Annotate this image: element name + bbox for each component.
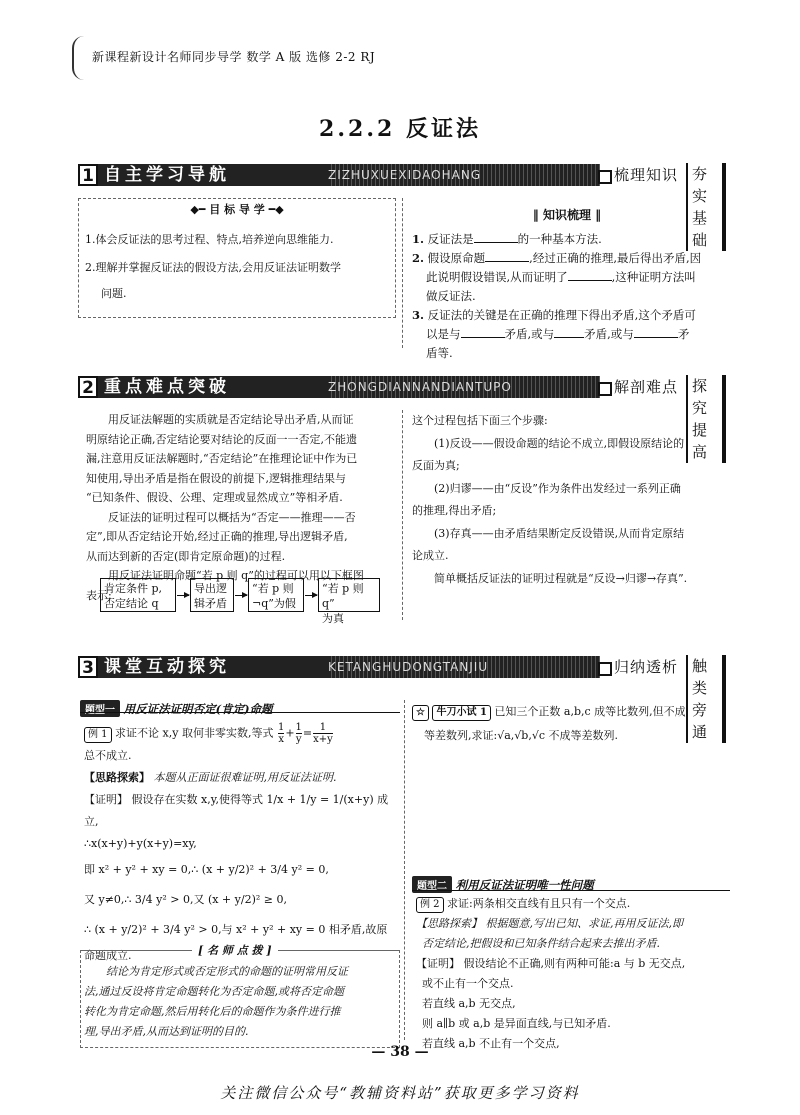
section-banner-2 — [78, 376, 726, 461]
header-brace — [72, 36, 84, 80]
tips-title: [ 名 师 点 拨 ] — [192, 942, 278, 958]
section-tag2: 触类旁通 — [686, 655, 726, 743]
type2-heading: 题型二 利用反证法证明唯一性问题 — [412, 876, 594, 893]
section-label: 课堂互动探究 — [104, 656, 238, 678]
square-icon — [598, 662, 612, 676]
column-divider — [404, 700, 405, 1040]
section-label: 自主学习导航 — [104, 164, 238, 186]
section-pinyin: KETANGHUDONGTANJIU — [328, 660, 489, 674]
flow-box-1: 肯定条件 p, 否定结论 q — [100, 578, 176, 612]
section-tag1: 梳理知识 — [614, 166, 679, 184]
goal-item: 问题. — [101, 287, 127, 300]
section-tag1: 解剖难点 — [614, 378, 679, 396]
example1: 例 1 求证不论 x,y 取何非零实数,等式 $\frac{1}{x}$ + $\frac{1}{y}$ = $\frac{1}{x+y}$ 总不成立. 【思路探索】 本题从正面证很难证明,用反证法证明. 【证明】 假设存在实数 x,y,使得等式 1/x + 1/y = 1/(x+y) 成立, ∴x(x+y)+y(x+y)=xy, 即 x² + y² + xy = 0,∴ (x + y/2)² + 3/4 y² = 0, 又 y≠0,∴ 3/4 y² > 0,又 (x + y/2)² ≥ 0, ∴ (x + y/2)² + 3/4 y² > 0,与 x² + y² + xy = 0 相矛盾,故原 命题成立. — [84, 722, 389, 962]
flow-box-2: 导出逻 辑矛盾 — [190, 578, 234, 612]
column-divider — [402, 410, 403, 620]
arrow-icon — [235, 595, 247, 596]
section-label: 重点难点突破 — [104, 376, 238, 398]
goal-item: 1.体会反证法的思考过程、特点,培养逆向思维能力. — [85, 233, 334, 246]
square-icon — [598, 382, 612, 396]
tips-text: 结论为肯定形式或否定形式的命题的证明常用反证 法,通过反设将肯定命题转化为否定命题,或将否定命题 转化为肯定命题,然后用转化后的命题作为条件进行推 理,导出矛盾,从而达到证明的目的. — [84, 965, 348, 1038]
knowledge-list: 1. 反证法是 的一种基本方法. 2. 假设原命题 ,经过正确的推理,最后得出矛盾,因 此说明假设错误,从而证明了 ,这种证明方法叫 做反证法. 3. 反证法的关键是在正确的推理下得出矛盾,这个矛盾可 以是与 矛盾,或与 矛盾,或与 矛 盾等. — [412, 232, 702, 360]
arrow-icon — [177, 595, 189, 596]
flow-box-4: “若 p 则 q” 为真 — [318, 578, 380, 612]
arrow-icon — [305, 595, 317, 596]
running-header: 新课程新设计名师同步导学 数学 A 版 选修 2-2 RJ — [92, 50, 376, 64]
page-number: — 38 — — [371, 1044, 429, 1060]
section-number: 2 — [78, 376, 98, 398]
divider — [80, 712, 400, 713]
knowledge-title: ‖ 知识梳理 ‖ — [532, 208, 602, 222]
section-tag2: 夯实基础 — [686, 163, 726, 251]
footer-text: 关注微信公众号“教辅资料站”获取更多学习资料 — [220, 1084, 580, 1102]
goal-item: 2.理解并掌握反证法的假设方法,会用反证法证明数学 — [85, 261, 341, 274]
square-icon — [598, 170, 612, 184]
section-pinyin: ZIZHUXUEXIDAOHANG — [328, 168, 482, 182]
sec2-right-text: 这个过程包括下面三个步骤: (1)反设——假设命题的结论不成立,即假设原结论的 反面为真; (2)归谬——由“反设”作为条件出发经过一系列正确 的推理,得出矛盾; (3)存真——由矛盾结果断定反设错误,从而肯定原结 论成立. 简单概括反证法的证明过程就是“反设→归谬→存真”. — [412, 414, 688, 585]
page-title: 2.2.2 反证法 — [319, 116, 481, 142]
try1: ☆ 牛刀小试 1 已知三个正数 a,b,c 成等比数列,但不成 等差数列,求证:√a,√b,√c 不成等差数列. — [412, 700, 730, 748]
example2: 例 2 求证:两条相交直线有且只有一个交点. 【思路探索】 根据题意,写出已知、求证,再用反证法,即 否定结论,把假设和已知条件结合起来去推出矛盾. 【证明】 假设结论不正确,则有两种可能:a 与 b 无交点, 或不止有一个交点. 若直线 a,b 无交点, 则 a∥b 或 a,b 是异面直线,与已知矛盾. 若直线 a,b 不止有一个交点, — [416, 897, 686, 1050]
section-number: 1 — [78, 164, 98, 186]
section-number: 3 — [78, 656, 98, 678]
goals-title: ◆━ 目 标 导 学 ━◆ — [190, 203, 284, 216]
star-icon: ☆ — [412, 705, 429, 721]
section-tag2: 探究提高 — [686, 375, 726, 463]
flow-box-3: “若 p 则 ¬q”为假 — [248, 578, 304, 612]
divider — [412, 890, 730, 891]
sec2-left-text: 用反证法解题的实质就是否定结论导出矛盾,从而证 明原结论正确,否定结论要对结论的反面一一否定,不能遗 漏,注意用反证法解题时,“否定结论”在推理论证中作为已 知使用,导出矛盾是指在假设的前提下,逻辑推理结果与 “已知条件、假设、公理、定理或显然成立”等相矛盾. 反证法的证明过程可以概括为“否定——推理——否 定”,即从否定结论开始,经过正确的推理,导出逻辑矛盾, 从而达到新的否定(即肯定原命题)的过程. 用反证法证明命题“若 p 则 q”的过程可以用以下框图 表示: — [86, 413, 364, 602]
type1-heading: 题型一 用反证法证明否定(肯定)命题 — [80, 700, 273, 717]
section-pinyin: ZHONGDIANNANDIANTUPO — [328, 380, 512, 394]
column-divider — [402, 198, 403, 348]
goals-box — [78, 198, 396, 318]
section-tag1: 归纳透析 — [614, 658, 679, 676]
